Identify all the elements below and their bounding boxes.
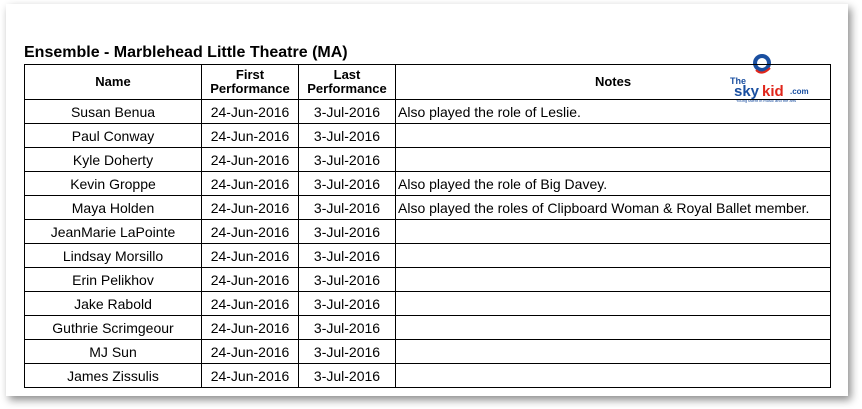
page-title: Ensemble - Marblehead Little Theatre (MA) (24, 44, 348, 61)
cell-name: MJ Sun (25, 340, 202, 364)
logo-the: The (730, 76, 747, 86)
cell-first-performance: 24-Jun-2016 (202, 244, 299, 268)
document-sheet (6, 4, 848, 396)
cell-first-performance: 24-Jun-2016 (202, 316, 299, 340)
table-row (25, 292, 831, 316)
cell-last-performance: 3-Jul-2016 (299, 244, 396, 268)
table-row (25, 220, 831, 244)
ensemble-table (24, 64, 831, 388)
cell-name: Guthrie Scrimgeour (25, 316, 202, 340)
cell-notes (396, 316, 831, 340)
cell-last-performance: 3-Jul-2016 (299, 196, 396, 220)
cell-notes (396, 340, 831, 364)
cell-name: JeanMarie LaPointe (25, 220, 202, 244)
cell-first-performance: 24-Jun-2016 (202, 340, 299, 364)
cell-last-performance: 3-Jul-2016 (299, 148, 396, 172)
logo-kid: kid (762, 83, 784, 100)
cell-last-performance: 3-Jul-2016 (299, 124, 396, 148)
header-first-line1: First (235, 67, 265, 82)
logo-tagline: Young talent in music and the arts (736, 98, 797, 103)
cell-first-performance: 24-Jun-2016 (202, 100, 299, 124)
cell-last-performance: 3-Jul-2016 (299, 364, 396, 388)
logo-com: .com (790, 87, 809, 96)
cell-first-performance: 24-Jun-2016 (202, 364, 299, 388)
cell-notes: Also played the role of Leslie. (396, 100, 831, 124)
header-first-line2: Performance (210, 81, 290, 96)
cell-last-performance: 3-Jul-2016 (299, 268, 396, 292)
table-row (25, 172, 831, 196)
cell-last-performance: 3-Jul-2016 (299, 172, 396, 196)
table-row (25, 196, 831, 220)
table-row (25, 364, 831, 388)
cell-notes: Also played the roles of Clipboard Woman & Royal Ballet member. (396, 196, 831, 220)
table-row (25, 340, 831, 364)
table-row (25, 244, 831, 268)
cell-notes (396, 364, 831, 388)
cell-last-performance: 3-Jul-2016 (299, 292, 396, 316)
cell-first-performance: 24-Jun-2016 (202, 172, 299, 196)
cell-notes (396, 148, 831, 172)
cell-name: Jake Rabold (25, 292, 202, 316)
cell-notes (396, 124, 831, 148)
cell-first-performance: 24-Jun-2016 (202, 148, 299, 172)
cell-notes (396, 220, 831, 244)
cell-last-performance: 3-Jul-2016 (299, 316, 396, 340)
header-last-line2: Performance (307, 81, 387, 96)
cell-notes (396, 292, 831, 316)
cell-last-performance: 3-Jul-2016 (299, 340, 396, 364)
cell-first-performance: 24-Jun-2016 (202, 292, 299, 316)
table-row (25, 148, 831, 172)
cell-name: Paul Conway (25, 124, 202, 148)
table-row (25, 124, 831, 148)
table-row (25, 100, 831, 124)
cell-notes (396, 268, 831, 292)
cell-name: Susan Benua (25, 100, 202, 124)
header-first-performance (202, 65, 299, 100)
cell-notes: Also played the role of Big Davey. (396, 172, 831, 196)
cell-name: Erin Pelikhov (25, 268, 202, 292)
cell-last-performance: 3-Jul-2016 (299, 100, 396, 124)
header-name: Name (25, 65, 202, 100)
table-row (25, 268, 831, 292)
cell-first-performance: 24-Jun-2016 (202, 124, 299, 148)
cell-name: Kyle Doherty (25, 148, 202, 172)
header-notes: Notes (396, 65, 831, 100)
header-last-line1: Last (333, 67, 361, 82)
cell-first-performance: 24-Jun-2016 (202, 268, 299, 292)
table-row (25, 316, 831, 340)
cell-name: Maya Holden (25, 196, 202, 220)
logo-sky: sky (734, 83, 760, 100)
cell-name: Lindsay Morsillo (25, 244, 202, 268)
cell-first-performance: 24-Jun-2016 (202, 196, 299, 220)
cell-first-performance: 24-Jun-2016 (202, 220, 299, 244)
cell-notes (396, 244, 831, 268)
table-body (25, 100, 831, 388)
header-last-performance (299, 65, 396, 100)
cell-name: Kevin Groppe (25, 172, 202, 196)
cell-last-performance: 3-Jul-2016 (299, 220, 396, 244)
header-row (25, 65, 831, 100)
cell-name: James Zissulis (25, 364, 202, 388)
